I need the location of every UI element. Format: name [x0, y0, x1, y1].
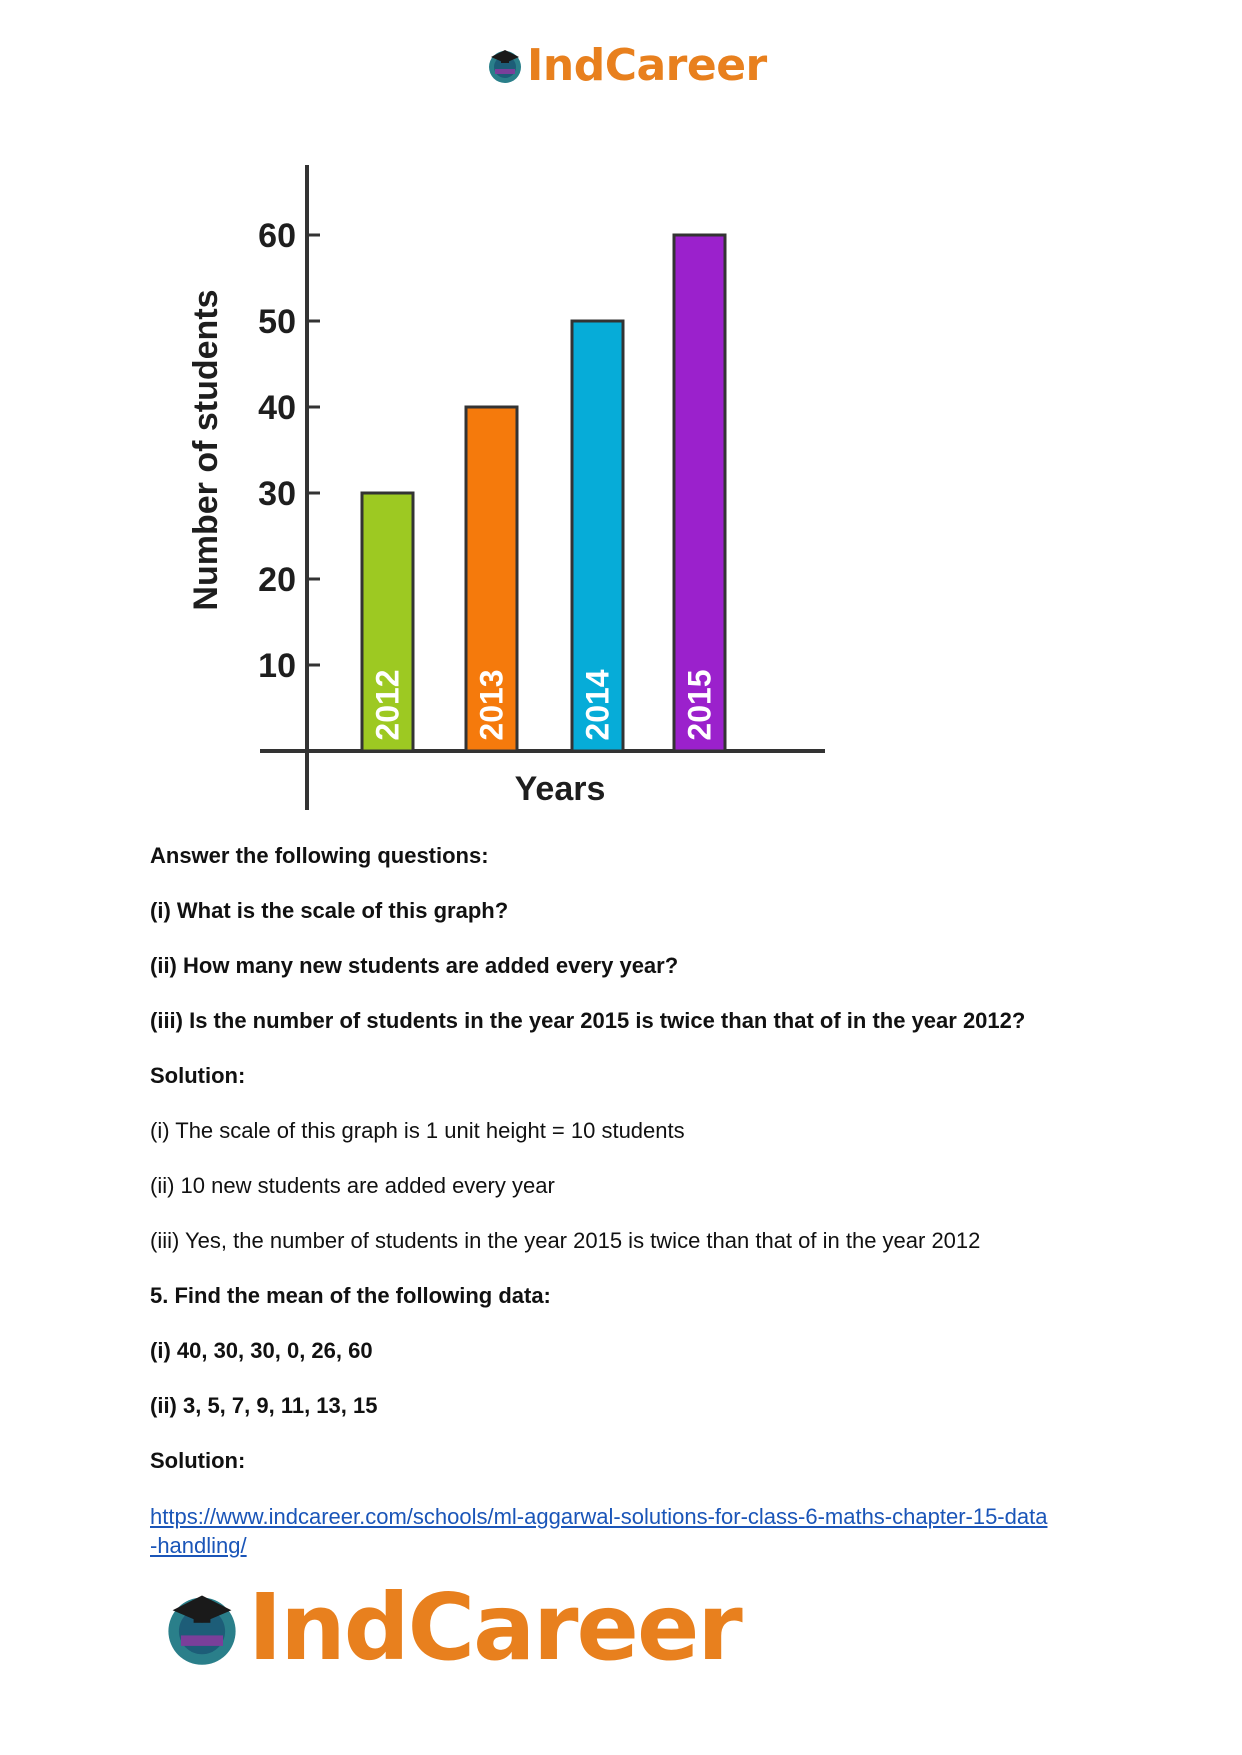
answer-iii: (iii) Yes, the number of students in the year 2015 is twice than that of in the year 2012: [150, 1228, 981, 1253]
question-5-part-i: (i) 40, 30, 30, 0, 26, 60: [150, 1338, 373, 1363]
question-5-title: 5. Find the mean of the following data:: [150, 1283, 551, 1308]
solution-heading: Solution:: [150, 1063, 246, 1088]
y-tick-label: 30: [258, 475, 296, 513]
y-tick-label: 50: [258, 303, 296, 341]
header-logo: [485, 40, 767, 90]
question-5-part-ii: (ii) 3, 5, 7, 9, 11, 13, 15: [150, 1393, 378, 1418]
x-axis-title: Years: [514, 770, 606, 808]
graduation-cap-globe-icon: [485, 45, 525, 85]
y-tick-label: 60: [258, 217, 296, 255]
bar-label-2012: 2012: [369, 669, 406, 741]
link-line-2: -handling/: [150, 1533, 247, 1558]
footer-logo: [160, 1573, 741, 1681]
question-ii: (ii) How many new students are added every year?: [150, 953, 679, 978]
question-i: (i) What is the scale of this graph?: [150, 898, 509, 923]
bar-label-2015: 2015: [681, 669, 718, 741]
indcareer-link[interactable]: [150, 1502, 1090, 1560]
questions-intro: Answer the following questions:: [150, 843, 489, 868]
logo-text: IndCareer: [527, 39, 767, 91]
question-content: [150, 842, 1100, 1560]
y-tick-label: 10: [258, 647, 296, 685]
logo-text: IndCareer: [248, 1573, 741, 1681]
y-tick-label: 20: [258, 561, 296, 599]
y-axis-title: Number of students: [187, 289, 225, 611]
link-line-1: https://www.indcareer.com/schools/ml-aggarwal-solutions-for-class-6-maths-chapter-15-data: [150, 1504, 1048, 1529]
bar-label-2014: 2014: [579, 669, 616, 741]
solution-heading-2: Solution:: [150, 1448, 246, 1473]
bar-label-2013: 2013: [473, 669, 510, 741]
graduation-cap-globe-icon: [160, 1585, 244, 1669]
students-bar-chart: [160, 150, 860, 820]
answer-i: (i) The scale of this graph is 1 unit height = 10 students: [150, 1118, 685, 1143]
y-tick-label: 40: [258, 389, 296, 427]
answer-ii: (ii) 10 new students are added every year: [150, 1173, 555, 1198]
question-iii: (iii) Is the number of students in the year 2015 is twice than that of in the year 2012?: [150, 1008, 1026, 1033]
